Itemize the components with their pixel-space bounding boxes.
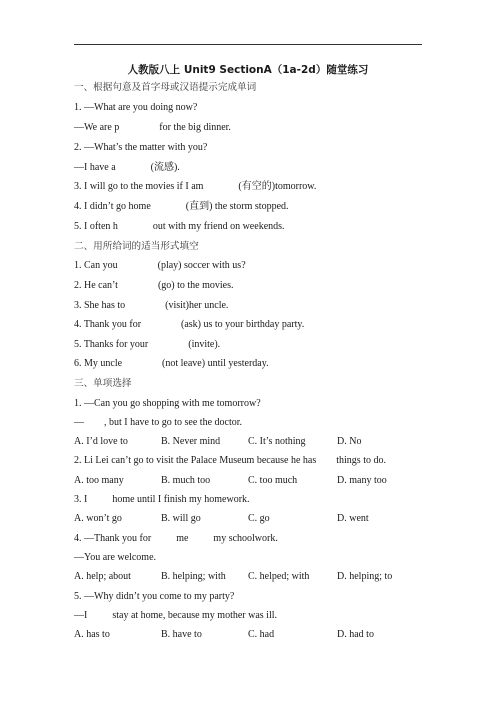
- q4-stem-2: —You are welcome.: [74, 552, 157, 563]
- q2-option-a: A. too many: [74, 475, 124, 486]
- s1-line-1: 1. —What are you doing now?: [74, 102, 198, 113]
- q5-stem: 5. —Why didn’t you come to my party?: [74, 591, 235, 602]
- s2-line-6: 6. My uncle (not leave) until yesterday.: [74, 358, 269, 369]
- s2-line-4: 4. Thank you for (ask) us to your birthday party.: [74, 319, 305, 330]
- q1-stem-2: — , but I have to go to see the doctor.: [74, 417, 243, 428]
- section-2-heading: 二、用所给词的适当形式填空: [74, 241, 199, 252]
- s1-line-3: 2. —What’s the matter with you?: [74, 142, 208, 153]
- page-title: 人教版八上 Unit9 SectionA（1a-2d）随堂练习: [127, 64, 369, 76]
- q2-option-d: D. many too: [337, 475, 387, 486]
- q4-option-d: D. helping; to: [337, 571, 393, 582]
- s2-line-1: 1. Can you (play) soccer with us?: [74, 260, 246, 271]
- header-rule: [74, 44, 422, 45]
- section-1-heading: 一、根据句意及首字母或汉语提示完成单词: [74, 82, 257, 93]
- q1-option-a: A. I’d love to: [74, 436, 128, 447]
- q4-option-a: A. help; about: [74, 571, 131, 582]
- q2-stem: 2. Li Lei can’t go to visit the Palace Museum because he has things to do.: [74, 455, 386, 466]
- s1-line-2: —We are p for the big dinner.: [74, 122, 231, 133]
- q5-option-c: C. had: [248, 629, 275, 640]
- q2-option-b: B. much too: [161, 475, 211, 486]
- q5-stem-2: —I stay at home, because my mother was ill.: [74, 610, 278, 621]
- s1-line-7: 5. I often h out with my friend on weekends.: [74, 221, 285, 232]
- q3-stem: 3. I home until I finish my homework.: [74, 494, 250, 505]
- q5-option-d: D. had to: [337, 629, 374, 640]
- s2-line-5: 5. Thanks for your (invite).: [74, 339, 221, 350]
- q1-option-c: C. It’s nothing: [248, 436, 306, 447]
- q3-option-a: A. won’t go: [74, 513, 122, 524]
- s1-line-5: 3. I will go to the movies if I am (有空的)tomorrow.: [74, 181, 317, 192]
- q5-option-b: B. have to: [161, 629, 202, 640]
- section-3-heading: 三、单项选择: [74, 378, 132, 389]
- q4-option-c: C. helped; with: [248, 571, 310, 582]
- q4-stem: 4. —Thank you for me my schoolwork.: [74, 533, 278, 544]
- q4-option-b: B. helping; with: [161, 571, 226, 582]
- s1-line-4: —I have a (流感).: [74, 162, 180, 173]
- q1-stem: 1. —Can you go shopping with me tomorrow?: [74, 398, 261, 409]
- q1-option-d: D. No: [337, 436, 362, 447]
- q3-option-d: D. went: [337, 513, 369, 524]
- q5-option-a: A. has to: [74, 629, 110, 640]
- q1-option-b: B. Never mind: [161, 436, 221, 447]
- s2-line-3: 3. She has to (visit)her uncle.: [74, 300, 229, 311]
- q2-option-c: C. too much: [248, 475, 298, 486]
- q3-option-c: C. go: [248, 513, 270, 524]
- s2-line-2: 2. He can’t (go) to the movies.: [74, 280, 234, 291]
- q3-option-b: B. will go: [161, 513, 201, 524]
- s1-line-6: 4. I didn’t go home (直到) the storm stopped.: [74, 201, 289, 212]
